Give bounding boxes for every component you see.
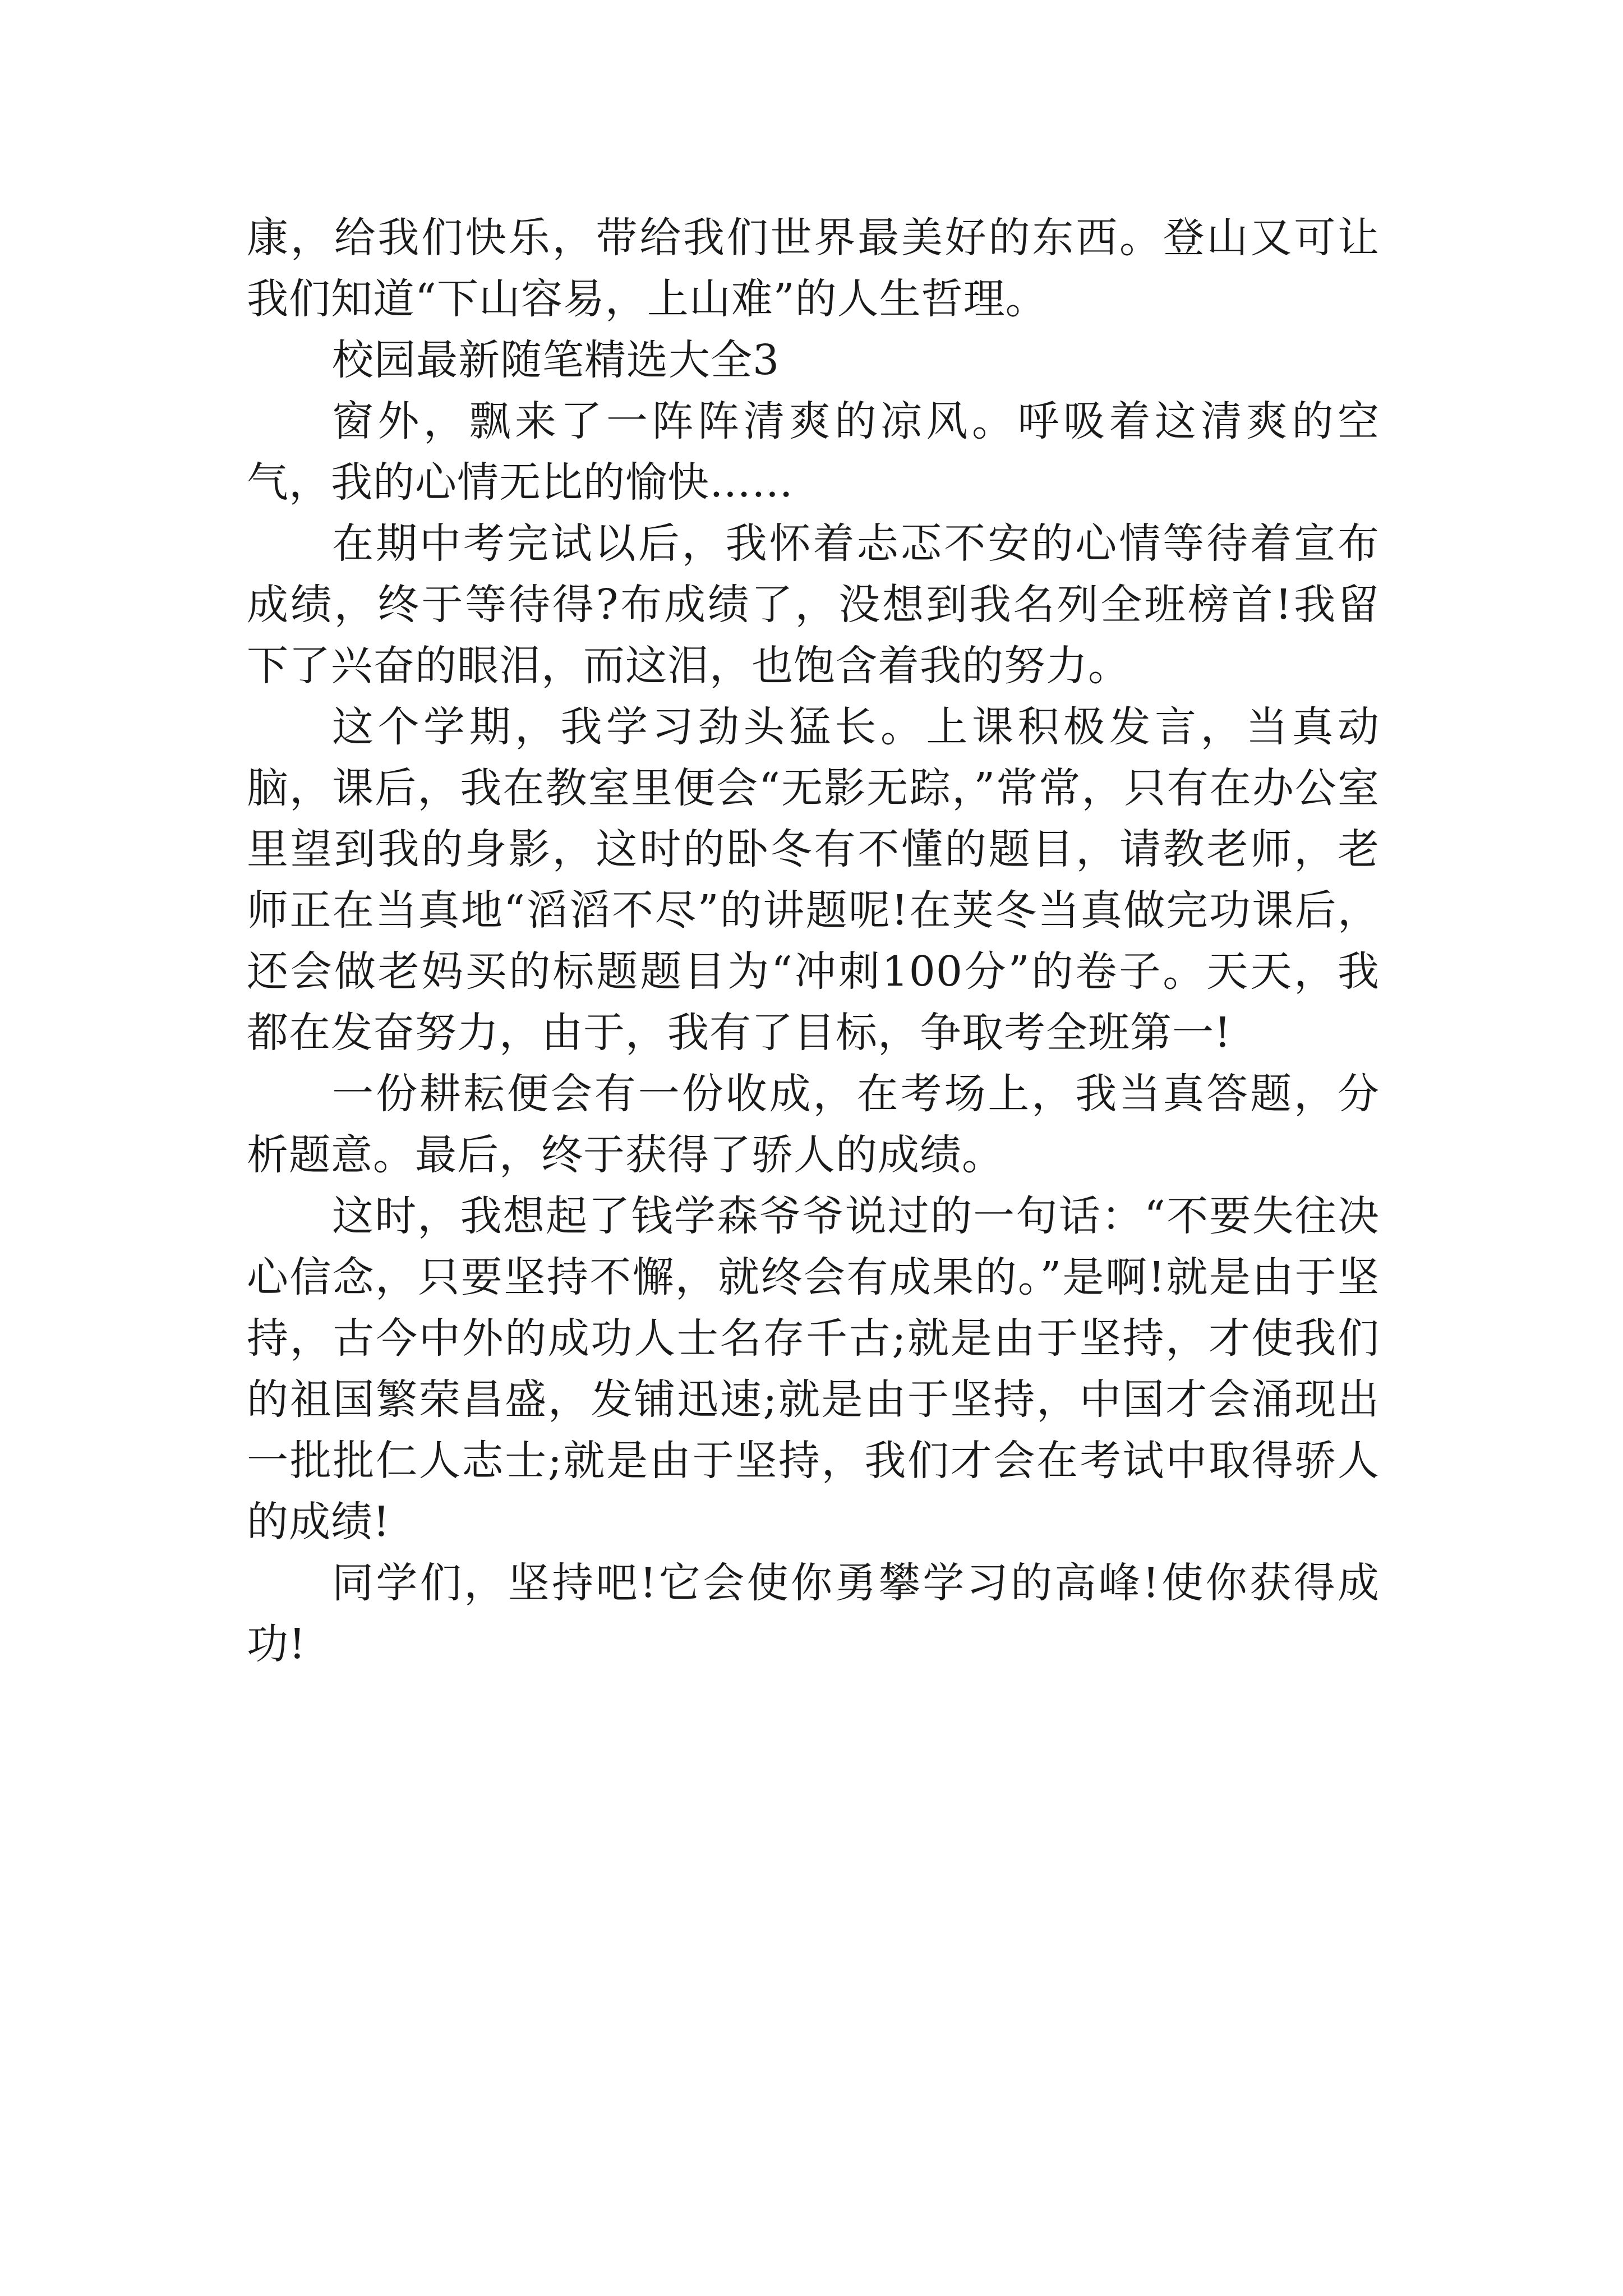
paragraph-continuation: 康，给我们快乐，带给我们世界最美好的东西。登山又可让我们知道“下山容易，上山难”的人生哲理。 (247, 214, 1380, 323)
paragraph: 这时，我想起了钱学森爷爷说过的一句话：“不要失往决心信念，只要坚持不懈，就终会有成果的。”是啊!就是由于坚持，古今中外的成功人士名存千古;就是由于坚持，才使我们的祖国繁荣昌盛，发铺迅速;就是由于坚持，中国才会涌现出一批批仁人志士;就是由于坚持，我们才会在考试中取得骄人的成绩! (247, 1192, 1380, 1546)
paragraph: 同学们，坚持吧!它会使你勇攀学习的高峰!使你获得成功! (247, 1559, 1380, 1668)
paragraph: 这个学期，我学习劲头猛长。上课积极发言，当真动脑，课后，我在教室里便会“无影无踪，”常常，只有在办公室里望到我的身影，这时的卧冬有不懂的题目，请教老师，老师正在当真地“滔滔不尽”的讲题呢!在荚冬当真做完功课后，还会做老妈买的标题题目为“冲刺100分”的卷子。天天，我都在发奋努力，由于，我有了目标，争取考全班第一! (247, 703, 1380, 1057)
document-body (247, 208, 1380, 1675)
section-heading: 校园最新随笔精选大全3 (332, 336, 780, 384)
paragraph: 窗外，飘来了一阵阵清爽的凉风。呼吸着这清爽的空气，我的心情无比的愉快…… (247, 397, 1380, 507)
paragraph: 在期中考完试以后，我怀着忐忑不安的心情等待着宣布成绩，终于等待得?布成绩了，没想到我名列全班榜首!我留下了兴奋的眼泪，而这泪，也饱含着我的努力。 (247, 519, 1380, 690)
paragraph: 一份耕耘便会有一份收成，在考场上，我当真答题，分析题意。最后，终于获得了骄人的成绩。 (247, 1070, 1380, 1179)
